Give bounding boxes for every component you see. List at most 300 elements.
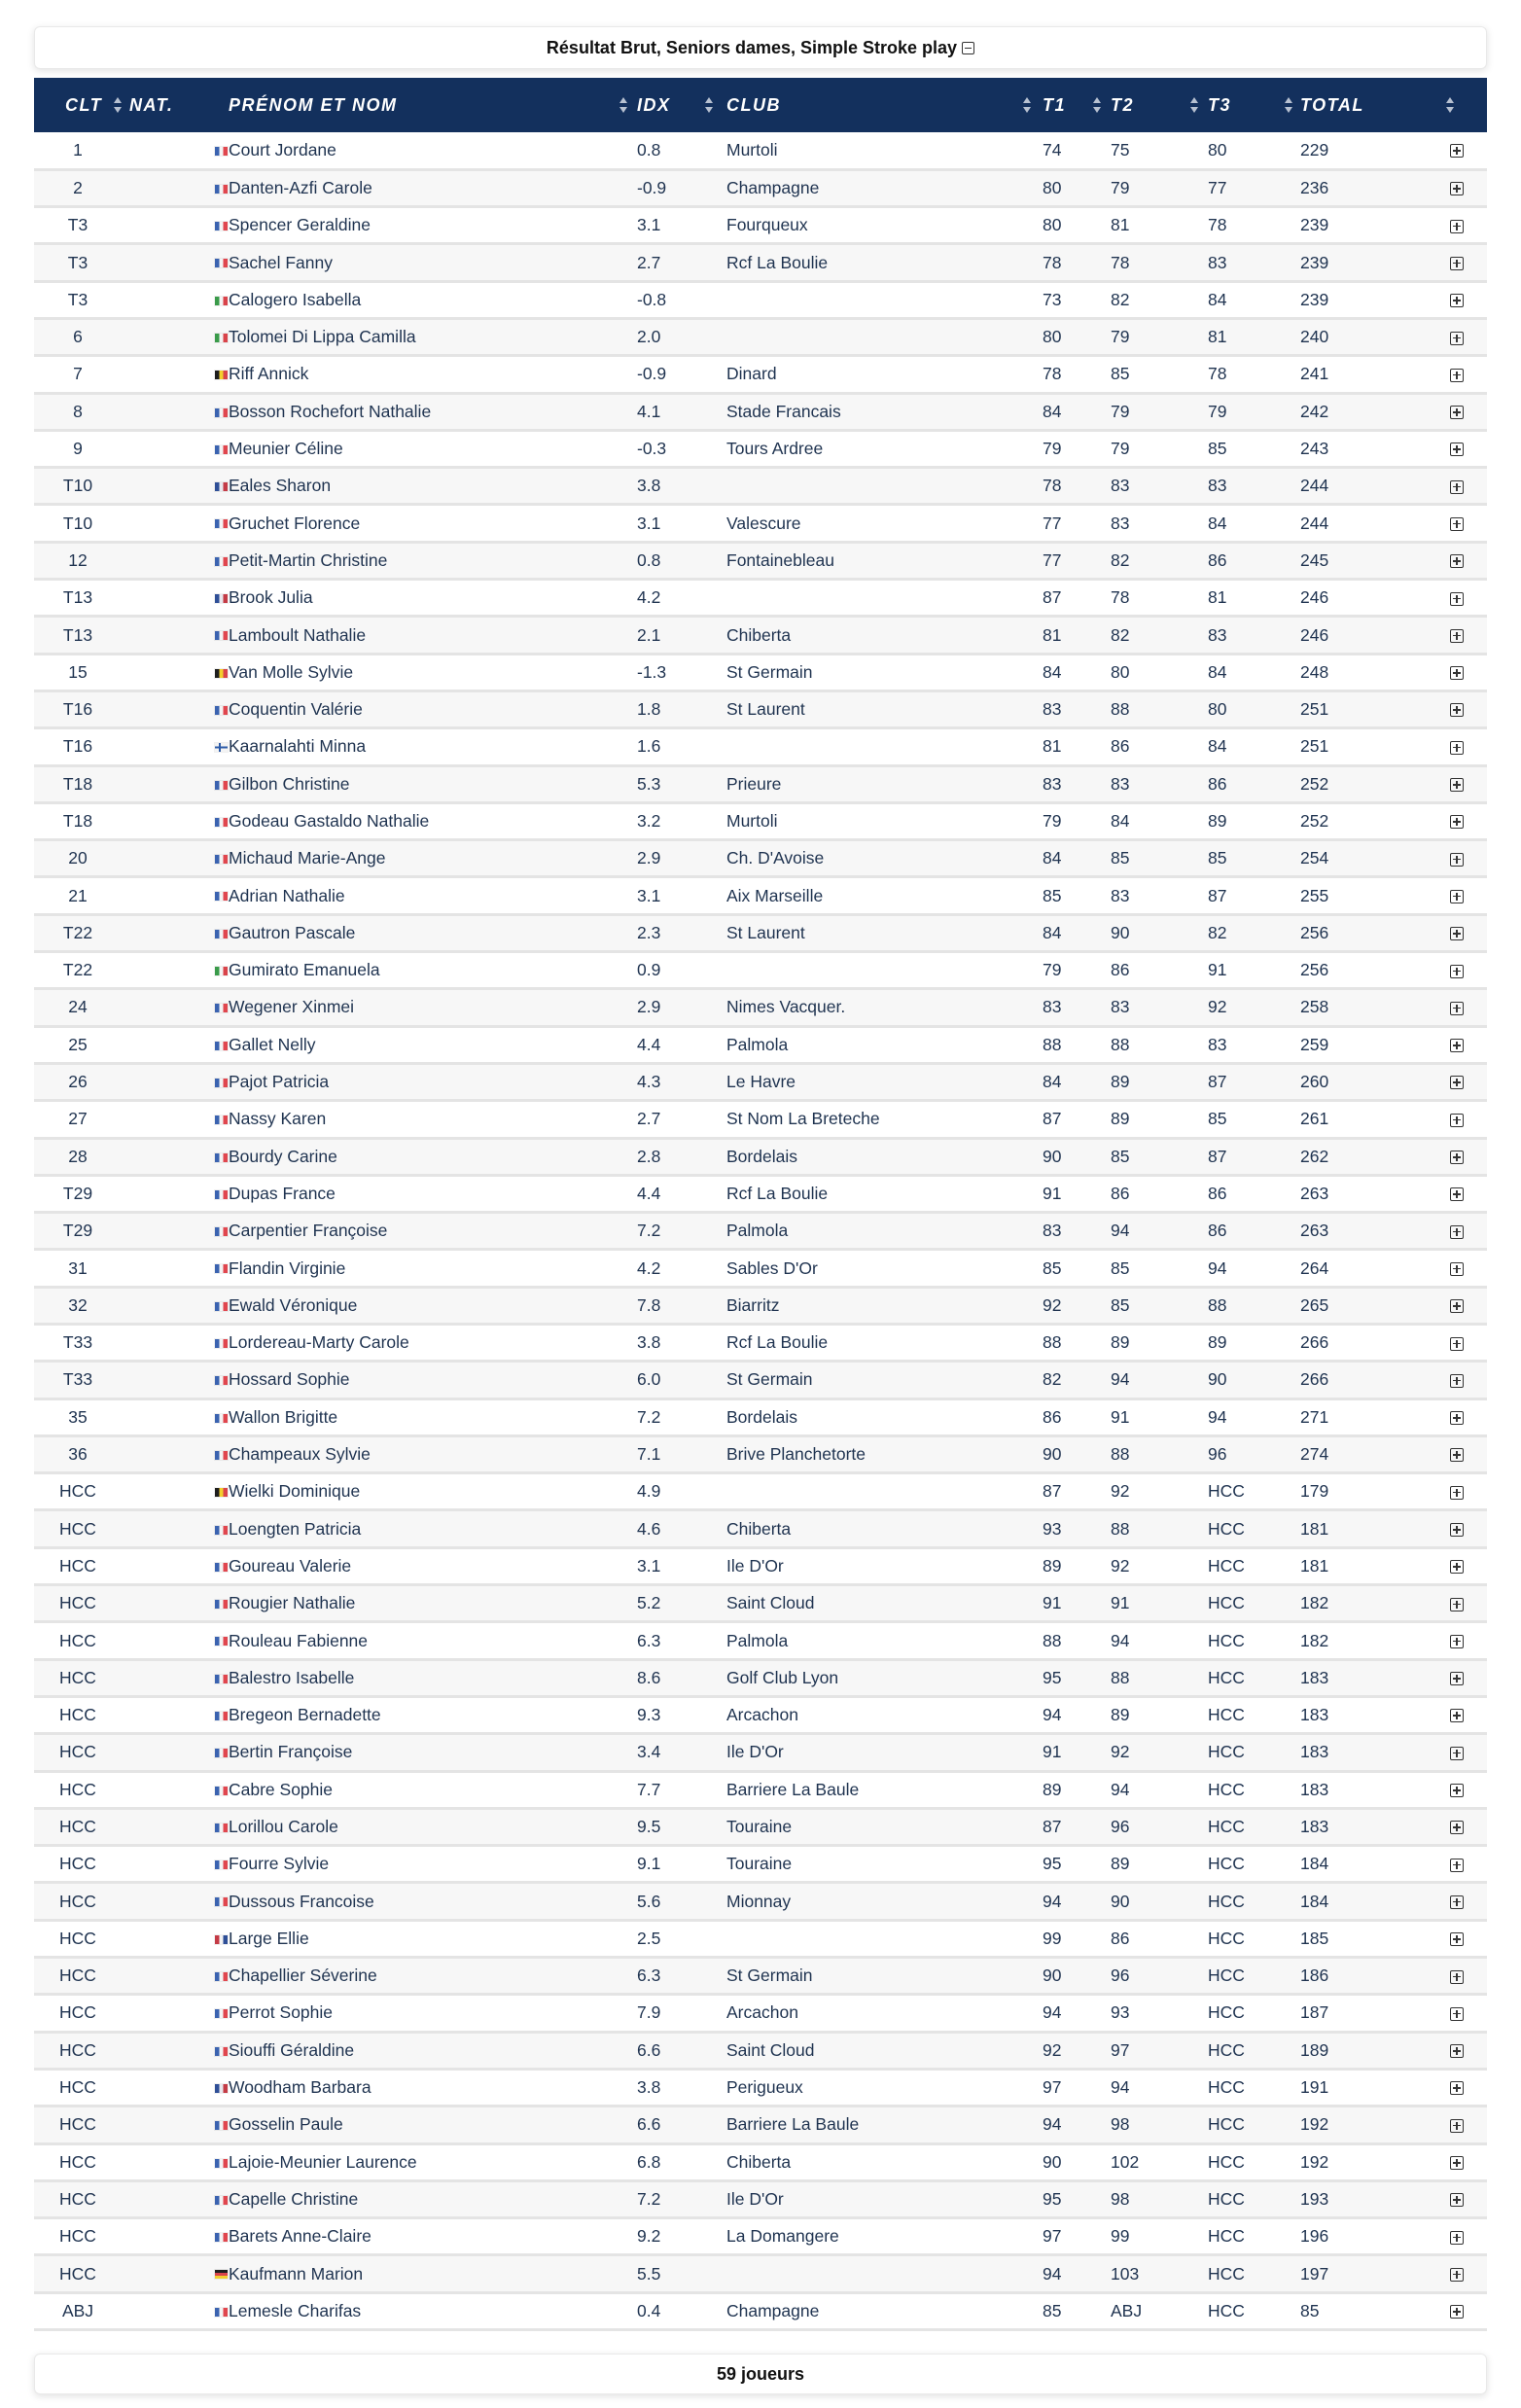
round1-cell: 94 (1043, 1705, 1062, 1725)
round2-cell: 91 (1111, 1593, 1130, 1613)
flag-icon (215, 1526, 228, 1535)
expand-icon[interactable] (1450, 1262, 1464, 1276)
player-name-cell: Wielki Dominique (229, 1481, 361, 1502)
table-row[interactable] (34, 580, 1487, 617)
expand-icon[interactable] (1450, 220, 1464, 233)
table-row[interactable] (34, 1995, 1487, 2032)
table-row[interactable] (34, 542, 1487, 579)
expand-icon[interactable] (1450, 1411, 1464, 1425)
round1-cell: 91 (1043, 1742, 1062, 1762)
table-row[interactable] (34, 1883, 1487, 1920)
table-row[interactable] (34, 654, 1487, 691)
total-cell: 274 (1300, 1435, 1487, 1472)
player-name-cell: Lajoie-Meunier Laurence (229, 2151, 417, 2172)
round1-cell: 87 (1043, 587, 1062, 608)
total-cell: 251 (1300, 691, 1487, 727)
table-row[interactable] (34, 802, 1487, 839)
player-name-cell: Wallon Brigitte (229, 1406, 338, 1427)
table-row[interactable] (34, 393, 1487, 430)
rank-cell: HCC (59, 2188, 96, 2209)
table-row[interactable] (34, 1622, 1487, 1659)
nationality-cell (122, 1399, 229, 1435)
nationality-cell (122, 2069, 229, 2106)
sort-icon[interactable] (1190, 97, 1198, 113)
nationality-cell (122, 952, 229, 989)
round2-cell: 82 (1111, 289, 1130, 309)
index-cell: -0.8 (637, 289, 667, 309)
total-cell: 192 (1300, 2143, 1487, 2180)
table-row[interactable] (34, 505, 1487, 542)
round3-cell: HCC (1208, 1705, 1245, 1725)
expand-icon[interactable] (1450, 2231, 1464, 2245)
club-cell: Rcf La Boulie (726, 1183, 829, 1203)
expand-icon[interactable] (1450, 927, 1464, 940)
table-row[interactable] (34, 2180, 1487, 2217)
expand-icon[interactable] (1450, 144, 1464, 158)
index-cell: 1.6 (637, 736, 661, 757)
table-row[interactable] (34, 617, 1487, 654)
table-row[interactable] (34, 2143, 1487, 2180)
round1-cell: 95 (1043, 2188, 1062, 2209)
round3-cell: HCC (1208, 2077, 1245, 2098)
expand-icon[interactable] (1450, 332, 1464, 345)
round3-cell: 82 (1208, 922, 1227, 942)
expand-icon[interactable] (1450, 1709, 1464, 1722)
round2-cell: 88 (1111, 1518, 1130, 1539)
rank-cell: T3 (67, 289, 88, 309)
expand-icon[interactable] (1450, 2044, 1464, 2058)
expand-icon[interactable] (1450, 369, 1464, 382)
expand-icon[interactable] (1450, 1299, 1464, 1313)
col-header-t3[interactable]: T3 (1208, 78, 1300, 132)
sort-icon[interactable] (705, 97, 713, 113)
round3-cell: 92 (1208, 997, 1227, 1017)
round2-cell: 96 (1111, 1817, 1130, 1836)
expand-icon[interactable] (1450, 1895, 1464, 1909)
player-name-cell: Lorillou Carole (229, 1817, 338, 1836)
table-row[interactable] (34, 281, 1487, 318)
table-row[interactable] (34, 2107, 1487, 2143)
col-header-total[interactable]: TOTAL (1300, 78, 1487, 132)
results-title-bar[interactable] (34, 26, 1487, 69)
table-row[interactable] (34, 2069, 1487, 2106)
expand-icon[interactable] (1450, 1039, 1464, 1052)
table-row[interactable] (34, 877, 1487, 914)
table-row[interactable] (34, 1213, 1487, 1250)
player-name-cell: Barets Anne-Claire (229, 2226, 371, 2247)
round3-cell: 94 (1208, 1406, 1227, 1427)
table-row[interactable] (34, 765, 1487, 802)
nationality-cell (122, 1213, 229, 1250)
player-name-cell: Gosselin Paule (229, 2114, 343, 2135)
player-name-cell: Bourdy Carine (229, 1146, 337, 1166)
index-cell: 3.8 (637, 2077, 661, 2098)
expand-icon[interactable] (1450, 815, 1464, 829)
total-cell: 183 (1300, 1696, 1487, 1733)
index-cell: 4.9 (637, 1481, 661, 1502)
nationality-cell (122, 393, 229, 430)
index-cell: 3.2 (637, 810, 661, 831)
sort-icon[interactable] (1285, 97, 1292, 113)
nationality-cell (122, 1547, 229, 1584)
round3-cell: 96 (1208, 1444, 1227, 1465)
player-name-cell: Danten-Azfi Carole (229, 177, 372, 197)
round3-cell: 86 (1208, 1183, 1227, 1203)
nationality-cell (122, 765, 229, 802)
expand-icon[interactable] (1450, 1076, 1464, 1089)
player-name-cell: Eales Sharon (229, 476, 332, 496)
expand-icon[interactable] (1450, 1002, 1464, 1015)
expand-icon[interactable] (1450, 2193, 1464, 2207)
round2-cell: 89 (1111, 1072, 1130, 1092)
player-name-cell: Lamboult Nathalie (229, 624, 367, 645)
club-cell (726, 728, 1043, 765)
table-row[interactable] (34, 1734, 1487, 1771)
table-row[interactable] (34, 2255, 1487, 2292)
col-header-t1[interactable]: T1 (1043, 78, 1111, 132)
round2-cell: 90 (1111, 1891, 1130, 1911)
round2-cell: 85 (1111, 1146, 1130, 1166)
expand-icon[interactable] (1450, 2119, 1464, 2133)
rank-cell: HCC (59, 2226, 96, 2247)
player-name-cell: Wegener Xinmei (229, 997, 355, 1017)
round3-cell: 87 (1208, 1146, 1227, 1166)
flag-icon (215, 594, 228, 603)
expand-icon[interactable] (1450, 965, 1464, 978)
table-row[interactable] (34, 1287, 1487, 1324)
nationality-cell (122, 2143, 229, 2180)
round3-cell: HCC (1208, 1817, 1245, 1836)
table-row[interactable] (34, 1547, 1487, 1584)
sort-icon[interactable] (1023, 97, 1031, 113)
index-cell: 3.1 (637, 215, 661, 235)
table-row[interactable] (34, 1325, 1487, 1362)
nationality-cell (122, 1920, 229, 1957)
table-row[interactable] (34, 1510, 1487, 1547)
rank-cell: 36 (68, 1444, 88, 1465)
sort-icon[interactable] (1093, 97, 1101, 113)
round1-cell: 81 (1043, 736, 1062, 757)
table-row[interactable] (34, 1659, 1487, 1696)
club-cell: Ch. D'Avoise (726, 848, 825, 868)
expand-icon[interactable] (1450, 182, 1464, 195)
player-name-cell: Rouleau Fabienne (229, 1630, 369, 1650)
expand-icon[interactable] (1450, 554, 1464, 568)
round2-cell: 79 (1111, 327, 1130, 347)
table-row[interactable] (34, 1399, 1487, 1435)
player-name-cell: Fourre Sylvie (229, 1854, 330, 1874)
table-row[interactable] (34, 169, 1487, 206)
table-row[interactable] (34, 1362, 1487, 1399)
table-row[interactable] (34, 840, 1487, 877)
player-name-cell: Godeau Gastaldo Nathalie (229, 810, 430, 831)
flag-icon (215, 259, 228, 267)
player-name-cell: Dupas France (229, 1183, 336, 1203)
table-row[interactable] (34, 2032, 1487, 2069)
expand-icon[interactable] (1450, 778, 1464, 792)
results-table (34, 78, 1487, 2331)
table-row[interactable] (34, 1175, 1487, 1212)
round2-cell: 83 (1111, 885, 1130, 905)
expand-icon[interactable] (1450, 406, 1464, 419)
collapse-icon[interactable] (962, 42, 974, 54)
table-row[interactable] (34, 2292, 1487, 2329)
table-row[interactable] (34, 1063, 1487, 1100)
table-row[interactable] (34, 1435, 1487, 1472)
player-name-cell: Large Ellie (229, 1928, 309, 1948)
rank-cell: 25 (68, 1034, 88, 1054)
round3-cell: HCC (1208, 1593, 1245, 1613)
index-cell: 2.0 (637, 327, 661, 347)
flag-icon (215, 1749, 228, 1757)
expand-icon[interactable] (1450, 2268, 1464, 2282)
flag-icon (215, 482, 228, 491)
player-name-cell: Adrian Nathalie (229, 885, 345, 905)
total-cell: 236 (1300, 169, 1487, 206)
player-name-cell: Carpentier Françoise (229, 1221, 388, 1241)
flag-icon (215, 2196, 228, 2205)
expand-icon[interactable] (1450, 1523, 1464, 1537)
expand-icon[interactable] (1450, 2305, 1464, 2319)
expand-icon[interactable] (1450, 480, 1464, 494)
round2-cell: 98 (1111, 2188, 1130, 2209)
index-cell: 4.3 (637, 1072, 661, 1092)
flag-icon (215, 185, 228, 194)
expand-icon[interactable] (1450, 1151, 1464, 1164)
flag-icon (215, 1414, 228, 1423)
player-name-cell: Bregeon Bernadette (229, 1705, 381, 1725)
expand-icon[interactable] (1450, 853, 1464, 867)
round2-cell: 83 (1111, 513, 1130, 533)
total-cell: 240 (1300, 318, 1487, 355)
expand-icon[interactable] (1450, 1747, 1464, 1760)
rank-cell: 9 (73, 439, 83, 459)
round3-cell: HCC (1208, 1891, 1245, 1911)
col-header-t2[interactable]: T2 (1111, 78, 1208, 132)
expand-icon[interactable] (1450, 1932, 1464, 1946)
round3-cell: HCC (1208, 2226, 1245, 2247)
expand-icon[interactable] (1450, 1337, 1464, 1351)
expand-icon[interactable] (1450, 1114, 1464, 1127)
col-header-idx[interactable]: IDX (637, 78, 726, 132)
rank-cell: 26 (68, 1072, 88, 1092)
flag-icon (215, 2009, 228, 2018)
table-row[interactable] (34, 244, 1487, 281)
expand-icon[interactable] (1450, 890, 1464, 903)
index-cell: 2.7 (637, 252, 661, 272)
table-row[interactable] (34, 1846, 1487, 1883)
table-row[interactable] (34, 1808, 1487, 1845)
index-cell: 7.9 (637, 2002, 661, 2023)
table-row[interactable] (34, 691, 1487, 727)
round2-cell: 88 (1111, 1667, 1130, 1687)
round3-cell: 83 (1208, 476, 1227, 496)
table-row[interactable] (34, 430, 1487, 467)
club-cell (726, 318, 1043, 355)
club-cell: Murtoli (726, 810, 778, 831)
round3-cell: 90 (1208, 1369, 1227, 1390)
expand-icon[interactable] (1450, 294, 1464, 307)
table-row[interactable] (34, 1585, 1487, 1622)
total-cell: 197 (1300, 2255, 1487, 2292)
table-row[interactable] (34, 1250, 1487, 1287)
round3-cell: HCC (1208, 2002, 1245, 2023)
total-cell: 263 (1300, 1175, 1487, 1212)
results-title: Résultat Brut, Seniors dames, Simple Stroke play (546, 37, 958, 57)
round2-cell: 89 (1111, 1109, 1130, 1129)
round2-cell: 82 (1111, 549, 1130, 570)
col-header-name[interactable]: PRÉNOM ET NOM (229, 95, 398, 115)
expand-icon[interactable] (1450, 1821, 1464, 1834)
table-row[interactable] (34, 914, 1487, 951)
table-row[interactable] (34, 1473, 1487, 1510)
expand-icon[interactable] (1450, 592, 1464, 606)
table-row[interactable] (34, 1101, 1487, 1138)
expand-icon[interactable] (1450, 1635, 1464, 1648)
round2-cell: 96 (1111, 1965, 1130, 1986)
rank-cell: HCC (59, 1891, 96, 1911)
expand-icon[interactable] (1450, 2081, 1464, 2095)
round3-cell: 86 (1208, 549, 1227, 570)
index-cell: 7.2 (637, 1406, 661, 1427)
rank-cell: HCC (59, 2002, 96, 2023)
expand-icon[interactable] (1450, 741, 1464, 755)
total-cell: 186 (1300, 1958, 1487, 1995)
club-cell: Mionnay (726, 1891, 792, 1911)
expand-icon[interactable] (1450, 703, 1464, 717)
table-row[interactable] (34, 728, 1487, 765)
expand-icon[interactable] (1450, 2156, 1464, 2170)
expand-icon[interactable] (1450, 1672, 1464, 1685)
total-cell: 252 (1300, 765, 1487, 802)
index-cell: 6.0 (637, 1369, 661, 1390)
expand-icon[interactable] (1450, 1560, 1464, 1574)
player-name-cell: Coquentin Valérie (229, 699, 363, 720)
table-row[interactable] (34, 1138, 1487, 1175)
round1-cell: 97 (1043, 2077, 1062, 2098)
expand-icon[interactable] (1450, 1970, 1464, 1984)
round2-cell: 99 (1111, 2226, 1130, 2247)
table-row[interactable] (34, 207, 1487, 244)
expand-icon[interactable] (1450, 1598, 1464, 1611)
player-name-cell: Flandin Virginie (229, 1257, 346, 1278)
flag-icon (215, 1860, 228, 1869)
expand-icon[interactable] (1450, 629, 1464, 643)
col-header-clt[interactable]: CLT (65, 95, 103, 115)
index-cell: 9.5 (637, 1817, 661, 1836)
nationality-cell (122, 1473, 229, 1510)
expand-icon[interactable] (1450, 517, 1464, 531)
total-cell: 260 (1300, 1063, 1487, 1100)
club-cell: Saint Cloud (726, 2039, 815, 2060)
expand-icon[interactable] (1450, 1448, 1464, 1462)
round1-cell: 78 (1043, 252, 1062, 272)
nationality-cell (122, 580, 229, 617)
sort-icon[interactable] (1446, 97, 1454, 113)
round3-cell: HCC (1208, 2039, 1245, 2060)
expand-icon[interactable] (1450, 257, 1464, 270)
rank-cell: 27 (68, 1109, 88, 1129)
round1-cell: 91 (1043, 1183, 1062, 1203)
expand-icon[interactable] (1450, 443, 1464, 456)
club-cell: Palmola (726, 1034, 789, 1054)
total-cell: 252 (1300, 802, 1487, 839)
nationality-cell (122, 914, 229, 951)
flag-icon (215, 1079, 228, 1087)
nationality-cell (122, 1808, 229, 1845)
round1-cell: 78 (1043, 476, 1062, 496)
table-row[interactable] (34, 132, 1487, 169)
index-cell: 3.8 (637, 1332, 661, 1353)
expand-icon[interactable] (1450, 1374, 1464, 1388)
club-cell (726, 1920, 1043, 1957)
table-row[interactable] (34, 1771, 1487, 1808)
flag-icon (215, 1264, 228, 1273)
flag-icon (215, 2270, 228, 2279)
flag-icon (215, 2047, 228, 2056)
table-row[interactable] (34, 318, 1487, 355)
expand-icon[interactable] (1450, 1225, 1464, 1239)
player-name-cell: Perrot Sophie (229, 2002, 334, 2023)
index-cell: 3.8 (637, 476, 661, 496)
club-cell: La Domangere (726, 2226, 839, 2247)
sort-icon[interactable] (114, 97, 122, 113)
round1-cell: 73 (1043, 289, 1062, 309)
round3-cell: HCC (1208, 1630, 1245, 1650)
rank-cell: HCC (59, 1965, 96, 1986)
index-cell: 3.4 (637, 1742, 661, 1762)
table-row[interactable] (34, 1696, 1487, 1733)
rank-cell: HCC (59, 2263, 96, 2284)
table-row[interactable] (34, 1026, 1487, 1063)
col-header-nat[interactable]: NAT. (122, 78, 229, 132)
table-row[interactable] (34, 2218, 1487, 2255)
table-row[interactable] (34, 468, 1487, 505)
round2-cell: 94 (1111, 1779, 1130, 1799)
table-row[interactable] (34, 1958, 1487, 1995)
player-name-cell: Rougier Nathalie (229, 1593, 356, 1613)
player-count: 59 joueurs (716, 2363, 805, 2384)
index-cell: 7.1 (637, 1444, 661, 1465)
club-cell: Touraine (726, 1854, 793, 1874)
player-name-cell: Champeaux Sylvie (229, 1444, 371, 1465)
expand-icon[interactable] (1450, 1187, 1464, 1201)
table-row[interactable] (34, 952, 1487, 989)
flag-icon (215, 781, 228, 790)
player-name-cell: Bosson Rochefort Nathalie (229, 401, 432, 421)
club-cell: Rcf La Boulie (726, 1332, 829, 1353)
index-cell: 4.1 (637, 401, 661, 421)
round1-cell: 88 (1043, 1630, 1062, 1650)
col-header-club[interactable]: CLUB (726, 78, 1043, 132)
table-row[interactable] (34, 989, 1487, 1026)
round1-cell: 95 (1043, 1854, 1062, 1874)
round1-cell: 84 (1043, 661, 1062, 682)
table-row[interactable] (34, 1920, 1487, 1957)
total-cell: 261 (1300, 1101, 1487, 1138)
sort-icon[interactable] (619, 97, 627, 113)
table-row[interactable] (34, 356, 1487, 393)
expand-icon[interactable] (1450, 1486, 1464, 1500)
expand-icon[interactable] (1450, 1784, 1464, 1797)
expand-icon[interactable] (1450, 2007, 1464, 2021)
rank-cell: 32 (68, 1294, 88, 1315)
expand-icon[interactable] (1450, 666, 1464, 680)
club-cell: St Germain (726, 1965, 813, 1986)
rank-cell: HCC (59, 1742, 96, 1762)
index-cell: 0.9 (637, 960, 661, 980)
expand-icon[interactable] (1450, 1859, 1464, 1872)
